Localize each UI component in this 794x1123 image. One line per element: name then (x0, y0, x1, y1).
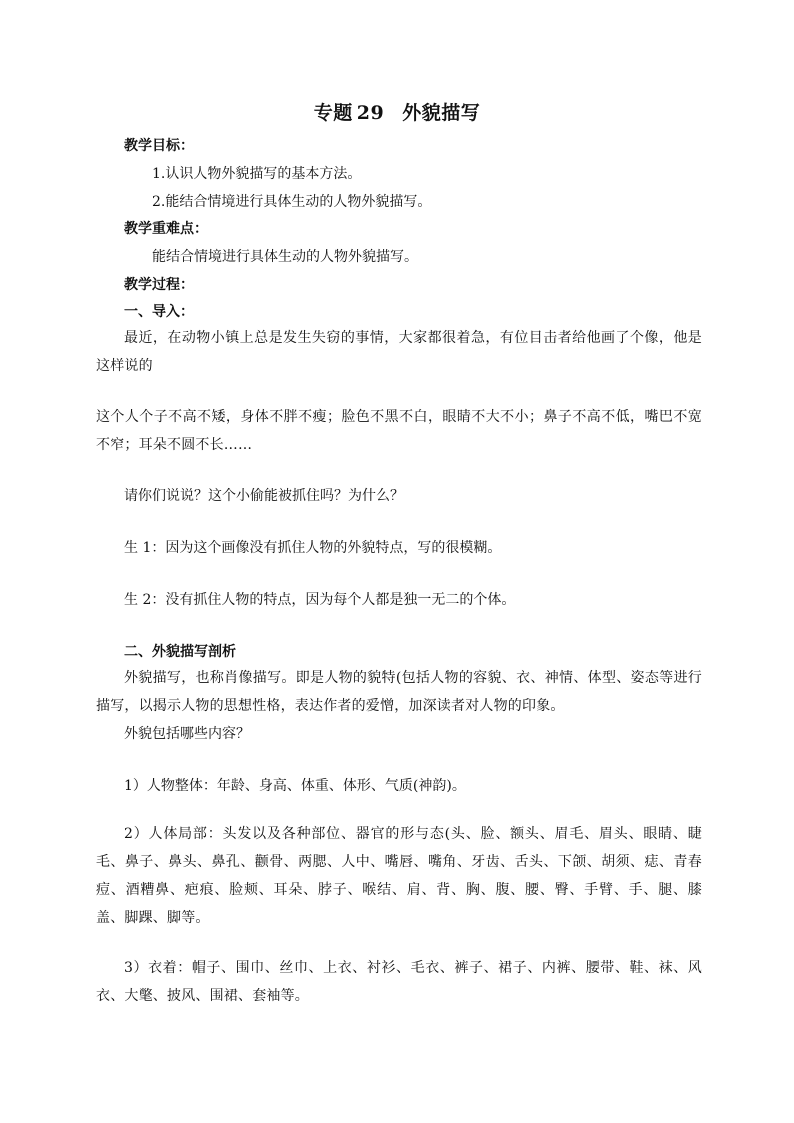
teaching-goal-1: 1.认识人物外貌描写的基本方法。 (152, 166, 362, 182)
definition-paragraph: 外貌描写，也称肖像描写。即是人物的貌特(包括人物的容貌、衣、神情、体型、姿态等进行描写，以揭示人物的思想性格，表达作者的爱憎，加深读者对人物的印象。 (96, 670, 702, 714)
section2-heading: 二、外貌描写剖析 (124, 644, 236, 660)
content-item-1: 1）人物整体：年龄、身高、体重、体形、气质(神韵)。 (124, 778, 466, 794)
content-question: 外貌包括哪些内容？ (124, 726, 250, 742)
key-points-heading: 教学重难点： (124, 221, 208, 237)
teaching-goal-2: 2.能结合情境进行具体生动的人物外貌描写。 (152, 194, 432, 210)
content-item-3: 3）衣着：帽子、围巾、丝巾、上衣、衬衫、毛衣、裤子、裙子、内裤、腰带、鞋、袜、风衣、大氅、披风、围裙、套袖等。 (96, 960, 702, 1004)
student-answer-1: 生 1：因为这个画像没有抓住人物的外貌特点，写的很模糊。 (124, 540, 502, 556)
student-answer-2: 生 2：没有抓住人物的特点，因为每个人都是独一无二的个体。 (124, 592, 516, 608)
title-text: 外貌描写 (402, 102, 481, 124)
key-points-text: 能结合情境进行具体生动的人物外貌描写。 (152, 249, 418, 265)
title-prefix: 专题 (313, 102, 353, 124)
page-title (0, 98, 794, 125)
question-line: 请你们说说？这个小偷能被抓住吗？为什么？ (124, 488, 404, 504)
witness-quote-paragraph: 这个人个子不高不矮，身体不胖不瘦；脸色不黑不白，眼睛不大不小；鼻子不高不低，嘴巴不宽不窄；耳朵不圆不长…… (96, 409, 702, 453)
section1-heading: 一、导入： (124, 304, 194, 320)
title-number: 29 (356, 102, 385, 124)
intro-paragraph: 最近，在动物小镇上总是发生失窃的事情，大家都很着急，有位目击者给他画了个像，他是这样说的 (96, 330, 702, 374)
content-item-2: 2）人体局部：头发以及各种部位、器官的形与态(头、脸、额头、眉毛、眉头、眼睛、睫毛、鼻子、鼻头、鼻孔、颧骨、两腮、人中、嘴唇、嘴角、牙齿、舌头、下颌、胡须、痣、青春痘、酒糟鼻、疤痕、脸颊、耳朵、脖子、喉结、肩、背、胸、腹、腰、臀、手臂、手、腿、膝盖、脚踝、脚等。 (96, 826, 702, 926)
teaching-goals-heading: 教学目标： (124, 138, 194, 154)
process-heading: 教学过程： (124, 277, 194, 293)
